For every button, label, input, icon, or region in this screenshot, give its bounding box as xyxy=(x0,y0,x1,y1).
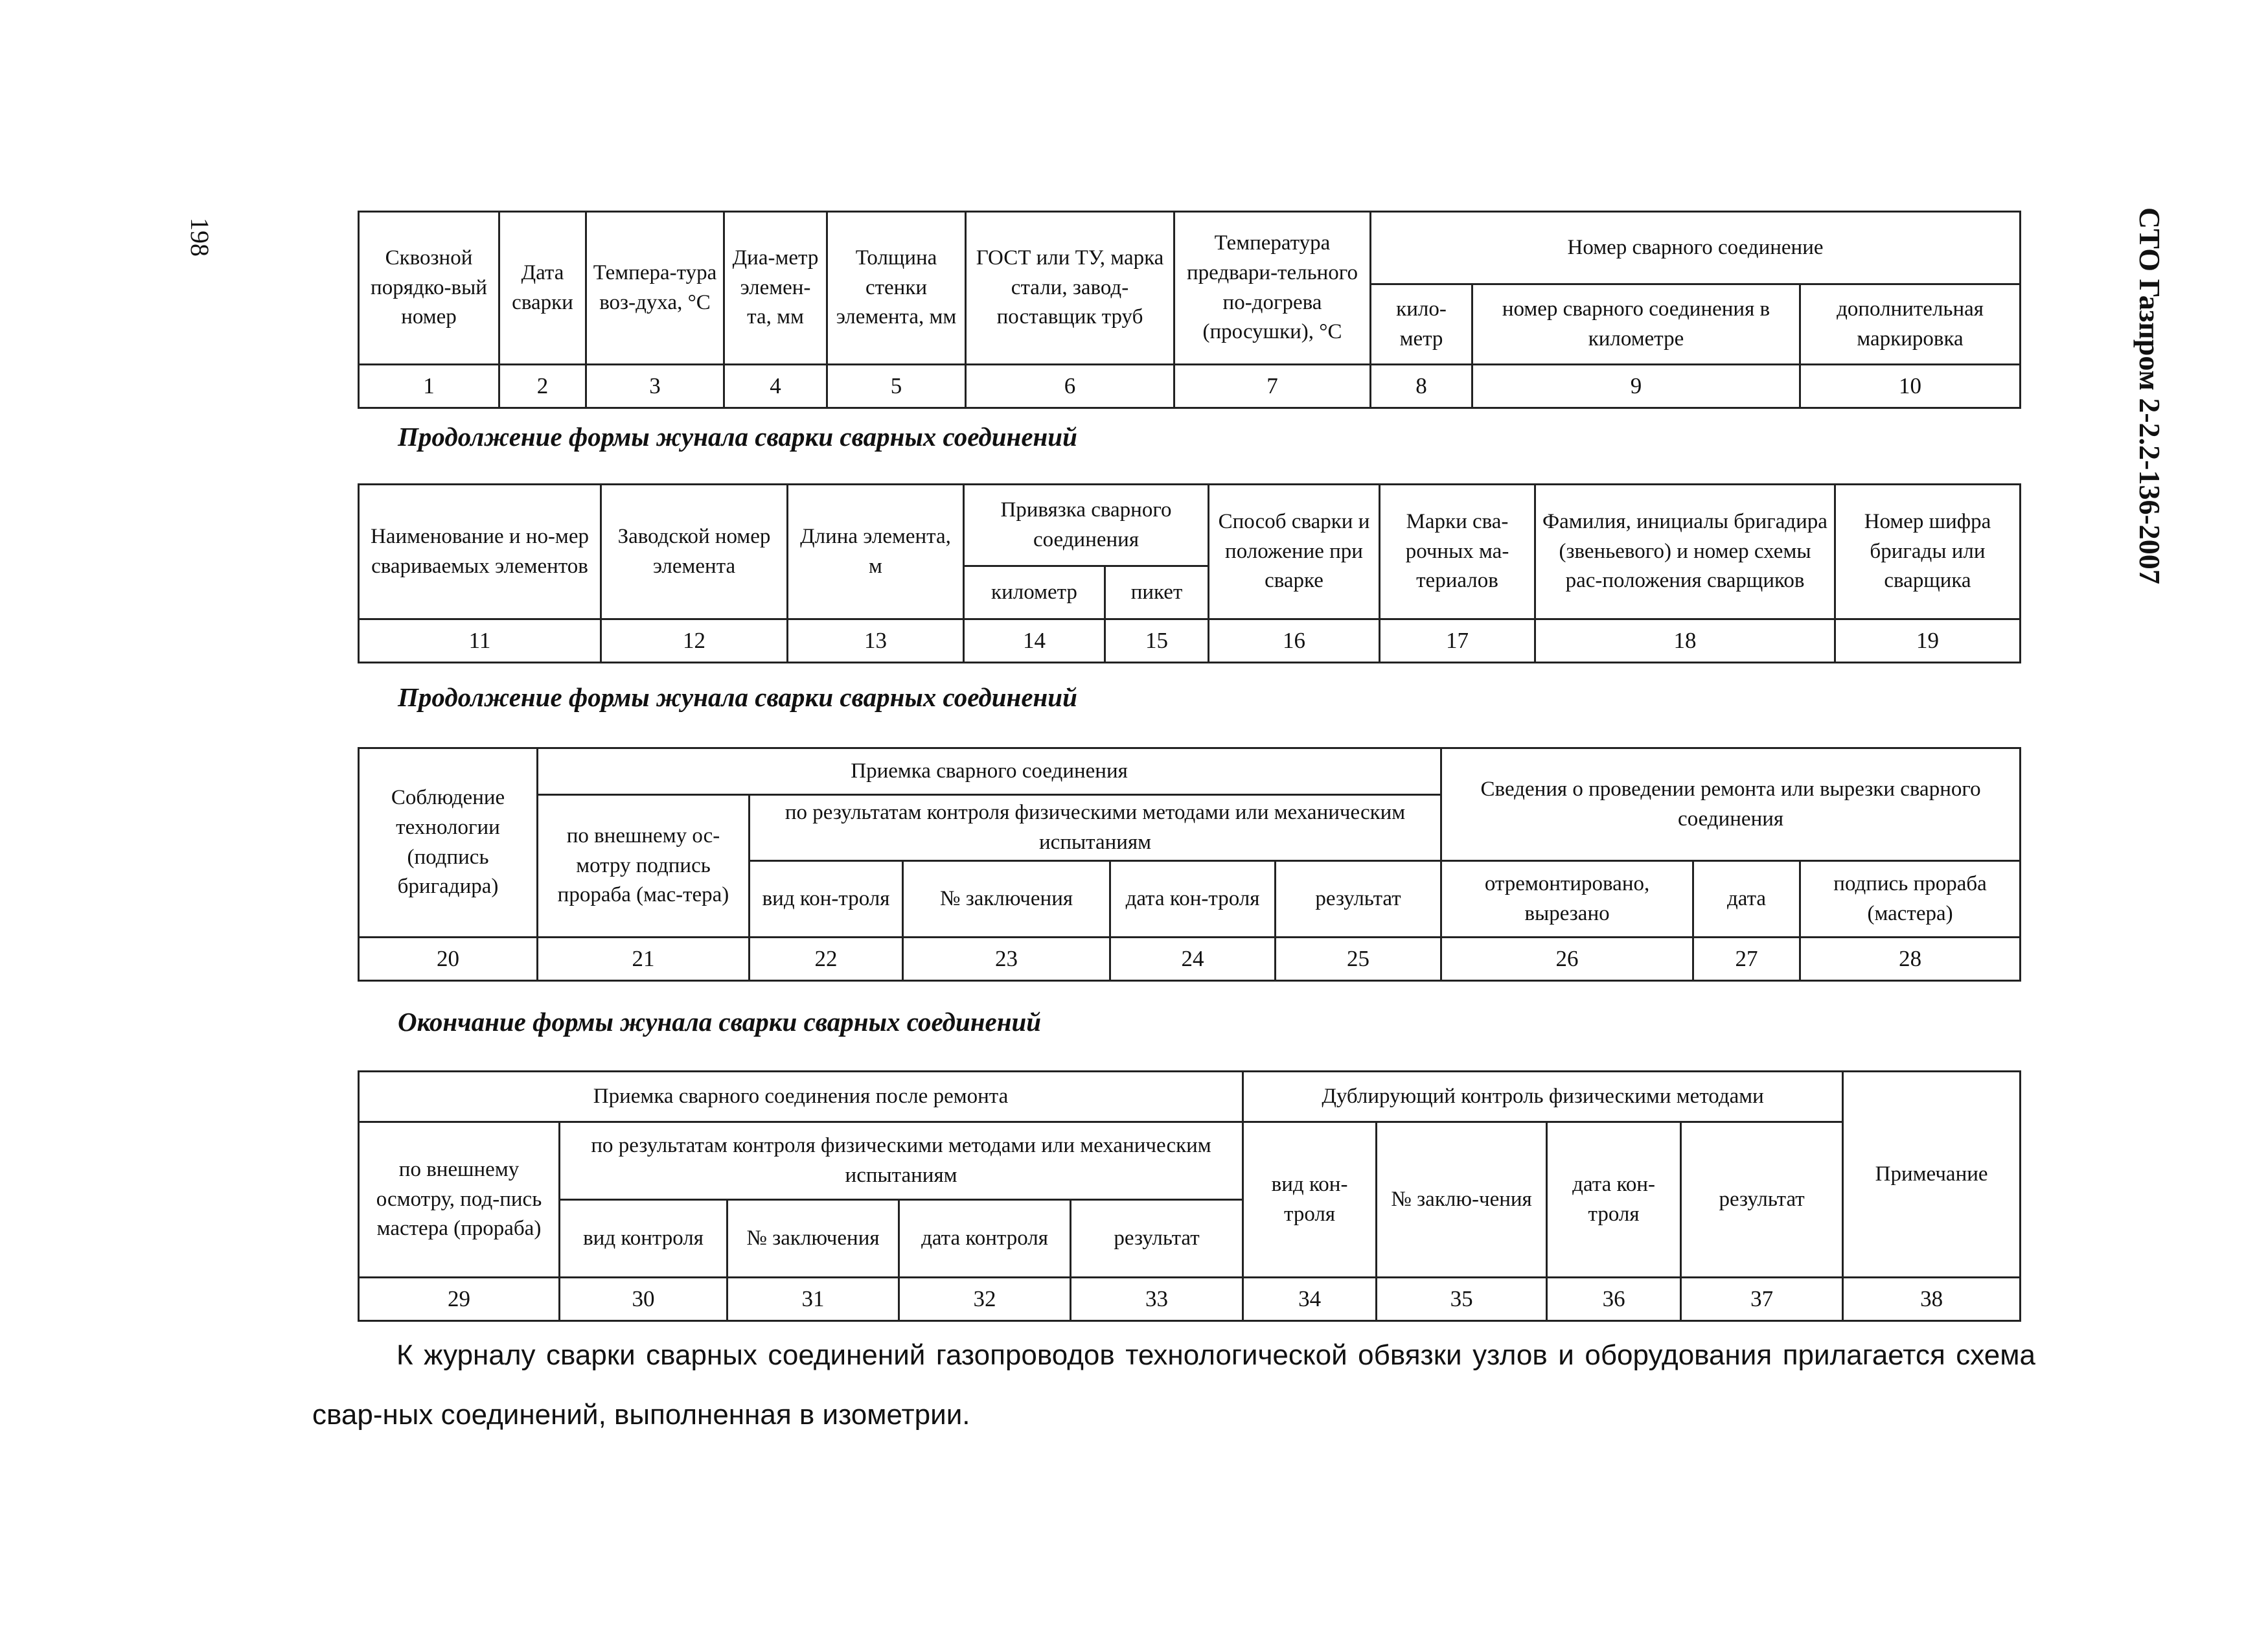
header-additional-marking: дополнительная маркировка xyxy=(1800,284,2021,365)
weld-journal-table-1 xyxy=(358,211,2021,409)
column-number: 26 xyxy=(1441,938,1693,981)
weld-journal-table-2 xyxy=(358,483,2021,663)
column-number: 32 xyxy=(899,1278,1071,1321)
header-control-type: вид кон-троля xyxy=(750,861,903,938)
header-ndt-results-after-repair-group: по результатам контроля физическими методами или механическим испытаниям xyxy=(560,1122,1243,1200)
header-dup-result: результат xyxy=(1681,1122,1843,1278)
header-binding-picket: пикет xyxy=(1105,566,1209,619)
column-number: 38 xyxy=(1843,1278,2021,1321)
header-conclusion-number-after-repair: № заключения xyxy=(727,1200,899,1278)
column-number: 16 xyxy=(1209,619,1380,663)
header-repair-date: дата xyxy=(1693,861,1800,938)
closing-paragraph: К журналу сварки сварных соединений газопроводов технологической обвязки узлов и оборудования прилагается схема свар-ных соединений, выполненная в изометрии. xyxy=(312,1339,2035,1431)
header-dup-control-date: дата кон-троля xyxy=(1547,1122,1681,1278)
header-foreman-name: Фамилия, инициалы бригадира (звеньевого) и номер схемы рас-положения сварщиков xyxy=(1535,485,1835,619)
header-preheat-temperature: Температура предвари-тельного по-догрева (просушки), °С xyxy=(1174,212,1371,365)
column-number: 5 xyxy=(827,365,966,408)
header-joint-acceptance-group: Приемка сварного соединения xyxy=(538,748,1441,795)
header-air-temperature: Темпера-тура воз-духа, °С xyxy=(586,212,724,365)
column-number: 14 xyxy=(964,619,1105,663)
column-number: 19 xyxy=(1835,619,2021,663)
document-code: СТО Газпром 2-2.2-136-2007 xyxy=(2133,207,2166,584)
column-number: 11 xyxy=(359,619,601,663)
header-ndt-results-group: по результатам контроля физическими методами или механическим испытаниям xyxy=(750,795,1441,861)
column-number: 10 xyxy=(1800,365,2021,408)
header-weld-joint-number-group: Номер сварного соединение xyxy=(1371,212,2021,284)
column-number: 33 xyxy=(1071,1278,1243,1321)
column-number: 35 xyxy=(1377,1278,1547,1321)
column-number: 30 xyxy=(560,1278,727,1321)
header-note: Примечание xyxy=(1843,1072,2021,1278)
header-dup-conclusion-number: № заклю-чения xyxy=(1377,1122,1547,1278)
header-sequence-number: Сквозной порядко-вый номер xyxy=(359,212,499,365)
header-control-date-after-repair: дата контроля xyxy=(899,1200,1071,1278)
header-element-length: Длина элемента, м xyxy=(788,485,964,619)
column-number: 29 xyxy=(359,1278,560,1321)
column-number: 8 xyxy=(1371,365,1472,408)
header-technology-compliance: Соблюдение технологии (подпись бригадира) xyxy=(359,748,538,938)
header-duplicate-control-group: Дублирующий контроль физическими методами xyxy=(1243,1072,1843,1122)
weld-journal-table-3 xyxy=(358,747,2021,982)
header-repair-info-group: Сведения о проведении ремонта или вырезки сварного соединения xyxy=(1441,748,2021,861)
column-number: 20 xyxy=(359,938,538,981)
header-element-diameter: Диа-метр элемен-та, мм xyxy=(724,212,827,365)
column-number: 28 xyxy=(1800,938,2021,981)
column-number: 23 xyxy=(903,938,1110,981)
column-number: 3 xyxy=(586,365,724,408)
header-welding-materials: Марки сва-рочных ма-териалов xyxy=(1380,485,1535,619)
column-number: 36 xyxy=(1547,1278,1681,1321)
header-result-after-repair: результат xyxy=(1071,1200,1243,1278)
column-number: 37 xyxy=(1681,1278,1843,1321)
column-number: 1 xyxy=(359,365,499,408)
column-number: 15 xyxy=(1105,619,1209,663)
header-visual-inspection: по внешнему ос-мотру подпись прораба (мас-тера) xyxy=(538,795,750,938)
column-number: 4 xyxy=(724,365,827,408)
page-number: 198 xyxy=(185,218,214,257)
header-visual-inspection-after-repair: по внешнему осмотру, под-пись мастера (прораба) xyxy=(359,1122,560,1278)
caption-ending: Окончание формы жунала сварки сварных соединений xyxy=(398,1007,1042,1037)
header-gost-steel-grade: ГОСТ или ТУ, марка стали, завод-поставщик труб xyxy=(966,212,1174,365)
column-number: 17 xyxy=(1380,619,1535,663)
caption-continuation-2: Продолжение формы жунала сварки сварных соединений xyxy=(398,682,1077,712)
header-weld-date: Дата сварки xyxy=(499,212,586,365)
column-number: 27 xyxy=(1693,938,1800,981)
column-number: 34 xyxy=(1243,1278,1377,1321)
header-wall-thickness: Толщина стенки элемента, мм xyxy=(827,212,966,365)
header-factory-number: Заводской номер элемента xyxy=(601,485,788,619)
header-dup-control-type: вид кон-троля xyxy=(1243,1122,1377,1278)
header-control-type-after-repair: вид контроля xyxy=(560,1200,727,1278)
column-number: 6 xyxy=(966,365,1174,408)
header-acceptance-after-repair-group: Приемка сварного соединения после ремонта xyxy=(359,1072,1243,1122)
header-joint-binding-group: Привязка сварного соединения xyxy=(964,485,1209,566)
column-number: 18 xyxy=(1535,619,1835,663)
weld-journal-table-4 xyxy=(358,1070,2021,1322)
column-number: 7 xyxy=(1174,365,1371,408)
header-repaired-cut: отремонтировано, вырезано xyxy=(1441,861,1693,938)
column-number: 21 xyxy=(538,938,750,981)
header-joint-number-in-km: номер сварного соединения в километре xyxy=(1472,284,1800,365)
header-result: результат xyxy=(1276,861,1441,938)
header-control-date: дата кон-троля xyxy=(1110,861,1276,938)
header-welding-method: Способ сварки и положение при сварке xyxy=(1209,485,1380,619)
header-conclusion-number: № заключения xyxy=(903,861,1110,938)
column-number: 9 xyxy=(1472,365,1800,408)
header-brigade-code: Номер шифра бригады или сварщика xyxy=(1835,485,2021,619)
column-number: 12 xyxy=(601,619,788,663)
column-number: 13 xyxy=(788,619,964,663)
header-kilometer: кило-метр xyxy=(1371,284,1472,365)
header-foreman-signature: подпись прораба (мастера) xyxy=(1800,861,2021,938)
column-number: 31 xyxy=(727,1278,899,1321)
header-element-names: Наименование и но-мер свариваемых элементов xyxy=(359,485,601,619)
column-number: 2 xyxy=(499,365,586,408)
column-number: 22 xyxy=(750,938,903,981)
header-binding-kilometer: километр xyxy=(964,566,1105,619)
column-number: 24 xyxy=(1110,938,1276,981)
caption-continuation-1: Продолжение формы жунала сварки сварных соединений xyxy=(398,422,1077,452)
column-number: 25 xyxy=(1276,938,1441,981)
